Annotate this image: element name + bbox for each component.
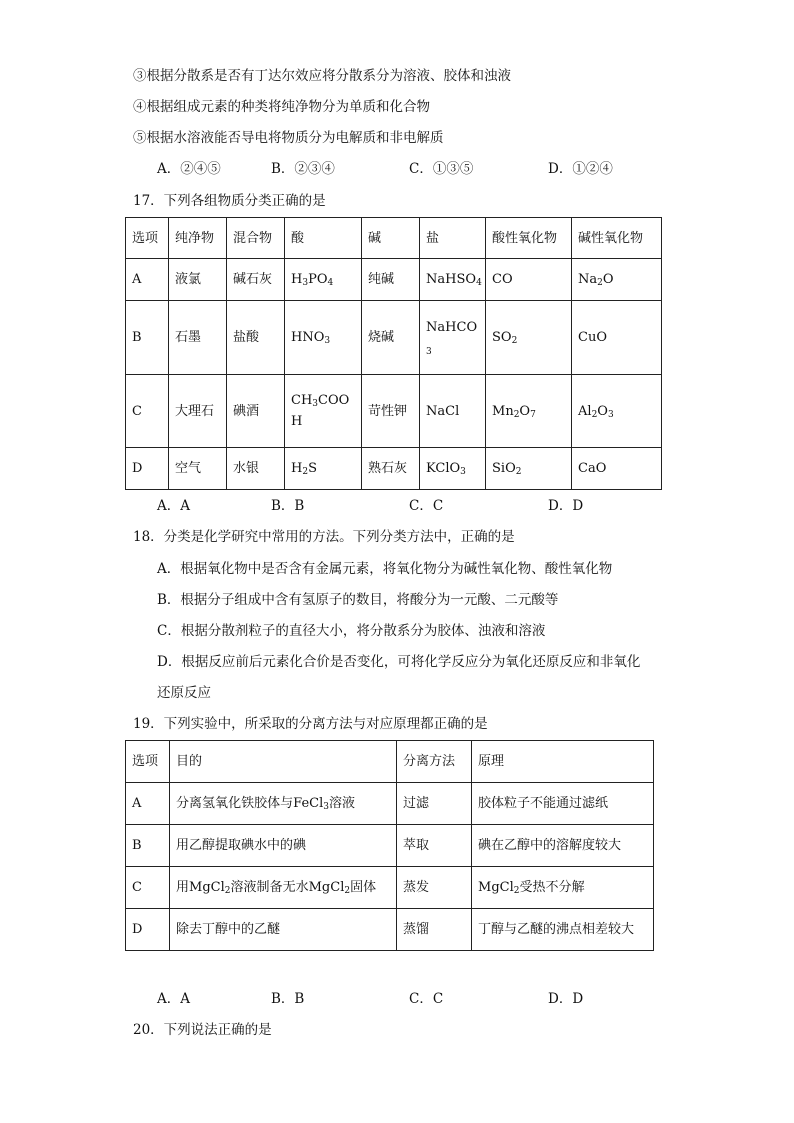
- q17-cell: KClO$_3$: [420, 448, 486, 490]
- q17-cell: 熟石灰: [362, 448, 420, 490]
- q17-cell: $Mn_2O_7$: [486, 375, 572, 448]
- q19-table-row: [126, 783, 654, 825]
- q19-cell: 分离氢氧化铁胶体与FeCl$_3$溶液: [170, 783, 397, 825]
- q17-cell: NaHSO$_4$: [420, 259, 486, 301]
- q18-stem: 18．分类是化学研究中常用的方法。下列分类方法中，正确的是: [133, 529, 515, 545]
- q17-cell: SiO$_2$: [486, 448, 572, 490]
- q19-table-row: [126, 825, 654, 867]
- q19-cell: 胶体粒子不能通过滤纸: [472, 783, 654, 825]
- q17-cell: $Al_2O_3$: [572, 375, 662, 448]
- q17-table: [125, 217, 662, 490]
- q17-cell: CuO: [572, 301, 662, 375]
- q19-header-row: [126, 741, 654, 783]
- q17-header-cell: 酸: [285, 218, 362, 259]
- q17-header-cell: 选项: [126, 218, 169, 259]
- q17-header-cell: 酸性氧化物: [486, 218, 572, 259]
- q18-option-a[interactable]: A．根据氧化物中是否含有金属元素，将氧化物分为碱性氧化物、酸性氧化物: [157, 561, 613, 577]
- q16-option-a[interactable]: A．②④⑤: [157, 161, 221, 177]
- q17-cell: D: [126, 448, 169, 490]
- q17-cell: $SO_2$: [486, 301, 572, 375]
- q19-option-d[interactable]: D．D: [548, 991, 584, 1007]
- q17-cell: A: [126, 259, 169, 301]
- q19-cell: 蒸馏: [397, 909, 472, 951]
- q17-cell: 碱石灰: [227, 259, 285, 301]
- q19-cell: 萃取: [397, 825, 472, 867]
- q19-stem: 19．下列实验中，所采取的分离方法与对应原理都正确的是: [133, 716, 488, 732]
- q19-cell: 除去丁醇中的乙醚: [170, 909, 397, 951]
- q17-option-a[interactable]: A．A: [157, 498, 190, 514]
- q16-options: [157, 159, 677, 179]
- q16-option-c[interactable]: C．①③⑤: [409, 161, 474, 177]
- q19-cell: 丁醇与乙醚的沸点相差较大: [472, 909, 654, 951]
- q19-table-row: [126, 909, 654, 951]
- q17-cell: 碘酒: [227, 375, 285, 448]
- q19-table-row: [126, 867, 654, 909]
- q16-item-3: ③根据分散系是否有丁达尔效应将分散系分为溶液、胶体和浊液: [133, 68, 511, 84]
- q19-cell: B: [126, 825, 170, 867]
- q18-option-d-continued: 还原反应: [157, 685, 211, 701]
- q17-header-row: [126, 218, 662, 259]
- q19-cell: 过滤: [397, 783, 472, 825]
- q17-cell: 水银: [227, 448, 285, 490]
- q17-cell: 空气: [169, 448, 227, 490]
- q17-header-cell: 碱: [362, 218, 420, 259]
- q17-cell: $H_3PO_4$: [285, 259, 362, 301]
- q17-cell: $H_2S$: [285, 448, 362, 490]
- q19-cell: MgCl$_2$受热不分解: [472, 867, 654, 909]
- q16-option-d[interactable]: D．①②④: [548, 161, 613, 177]
- q20-stem: 20．下列说法正确的是: [133, 1022, 272, 1038]
- q17-cell: CaO: [572, 448, 662, 490]
- q17-cell: 盐酸: [227, 301, 285, 375]
- q17-cell: 纯碱: [362, 259, 420, 301]
- q18-option-d[interactable]: D．根据反应前后元素化合价是否变化，可将化学反应分为氧化还原反应和非氧化: [157, 654, 641, 670]
- q17-cell: 苛性钾: [362, 375, 420, 448]
- q17-stem: 17．下列各组物质分类正确的是: [133, 193, 326, 209]
- q17-option-b[interactable]: B．B: [271, 498, 305, 514]
- q18-option-b[interactable]: B．根据分子组成中含有氢原子的数目，将酸分为一元酸、二元酸等: [157, 592, 559, 608]
- q17-table-row: [126, 301, 662, 375]
- q17-cell: $Na_2O$: [572, 259, 662, 301]
- q17-header-cell: 纯净物: [169, 218, 227, 259]
- q17-header-cell: 碱性氧化物: [572, 218, 662, 259]
- q19-header-cell: 原理: [472, 741, 654, 783]
- q17-cell: 大理石: [169, 375, 227, 448]
- q19-cell: 用乙醇提取碘水中的碘: [170, 825, 397, 867]
- q19-option-a[interactable]: A．A: [157, 991, 190, 1007]
- q16-item-5: ⑤根据水溶液能否导电将物质分为电解质和非电解质: [133, 130, 444, 146]
- q17-cell: 液氯: [169, 259, 227, 301]
- q17-option-d[interactable]: D．D: [548, 498, 584, 514]
- q17-table-row: [126, 259, 662, 301]
- q17-option-c[interactable]: C．C: [409, 498, 444, 514]
- q17-cell: $HNO_3$: [285, 301, 362, 375]
- q17-cell: CO: [486, 259, 572, 301]
- q19-options: [157, 989, 677, 1009]
- q19-cell: C: [126, 867, 170, 909]
- q19-header-cell: 目的: [170, 741, 397, 783]
- q19-cell: 用MgCl$_2$溶液制备无水MgCl$_2$固体: [170, 867, 397, 909]
- q17-cell: 烧碱: [362, 301, 420, 375]
- q17-cell: 石墨: [169, 301, 227, 375]
- q19-cell: D: [126, 909, 170, 951]
- q17-table-row: [126, 375, 662, 448]
- q17-cell: B: [126, 301, 169, 375]
- q19-option-c[interactable]: C．C: [409, 991, 444, 1007]
- q17-header-cell: 盐: [420, 218, 486, 259]
- q19-option-b[interactable]: B．B: [271, 991, 305, 1007]
- q17-cell: $CH_3COOH$: [285, 375, 362, 448]
- q17-header-cell: 混合物: [227, 218, 285, 259]
- q19-header-cell: 分离方法: [397, 741, 472, 783]
- q17-table-row: [126, 448, 662, 490]
- q17-cell: NaCl: [420, 375, 486, 448]
- q19-cell: 蒸发: [397, 867, 472, 909]
- q17-options: [157, 496, 677, 516]
- q16-item-4: ④根据组成元素的种类将纯净物分为单质和化合物: [133, 99, 430, 115]
- q17-cell: NaHCO$_3$: [420, 301, 486, 375]
- q18-option-c[interactable]: C．根据分散剂粒子的直径大小，将分散系分为胶体、浊液和溶液: [157, 623, 546, 639]
- q19-cell: 碘在乙醇中的溶解度较大: [472, 825, 654, 867]
- q19-table: [125, 740, 654, 951]
- q16-option-b[interactable]: B．②③④: [271, 161, 335, 177]
- q19-header-cell: 选项: [126, 741, 170, 783]
- q19-cell: A: [126, 783, 170, 825]
- q17-cell: C: [126, 375, 169, 448]
